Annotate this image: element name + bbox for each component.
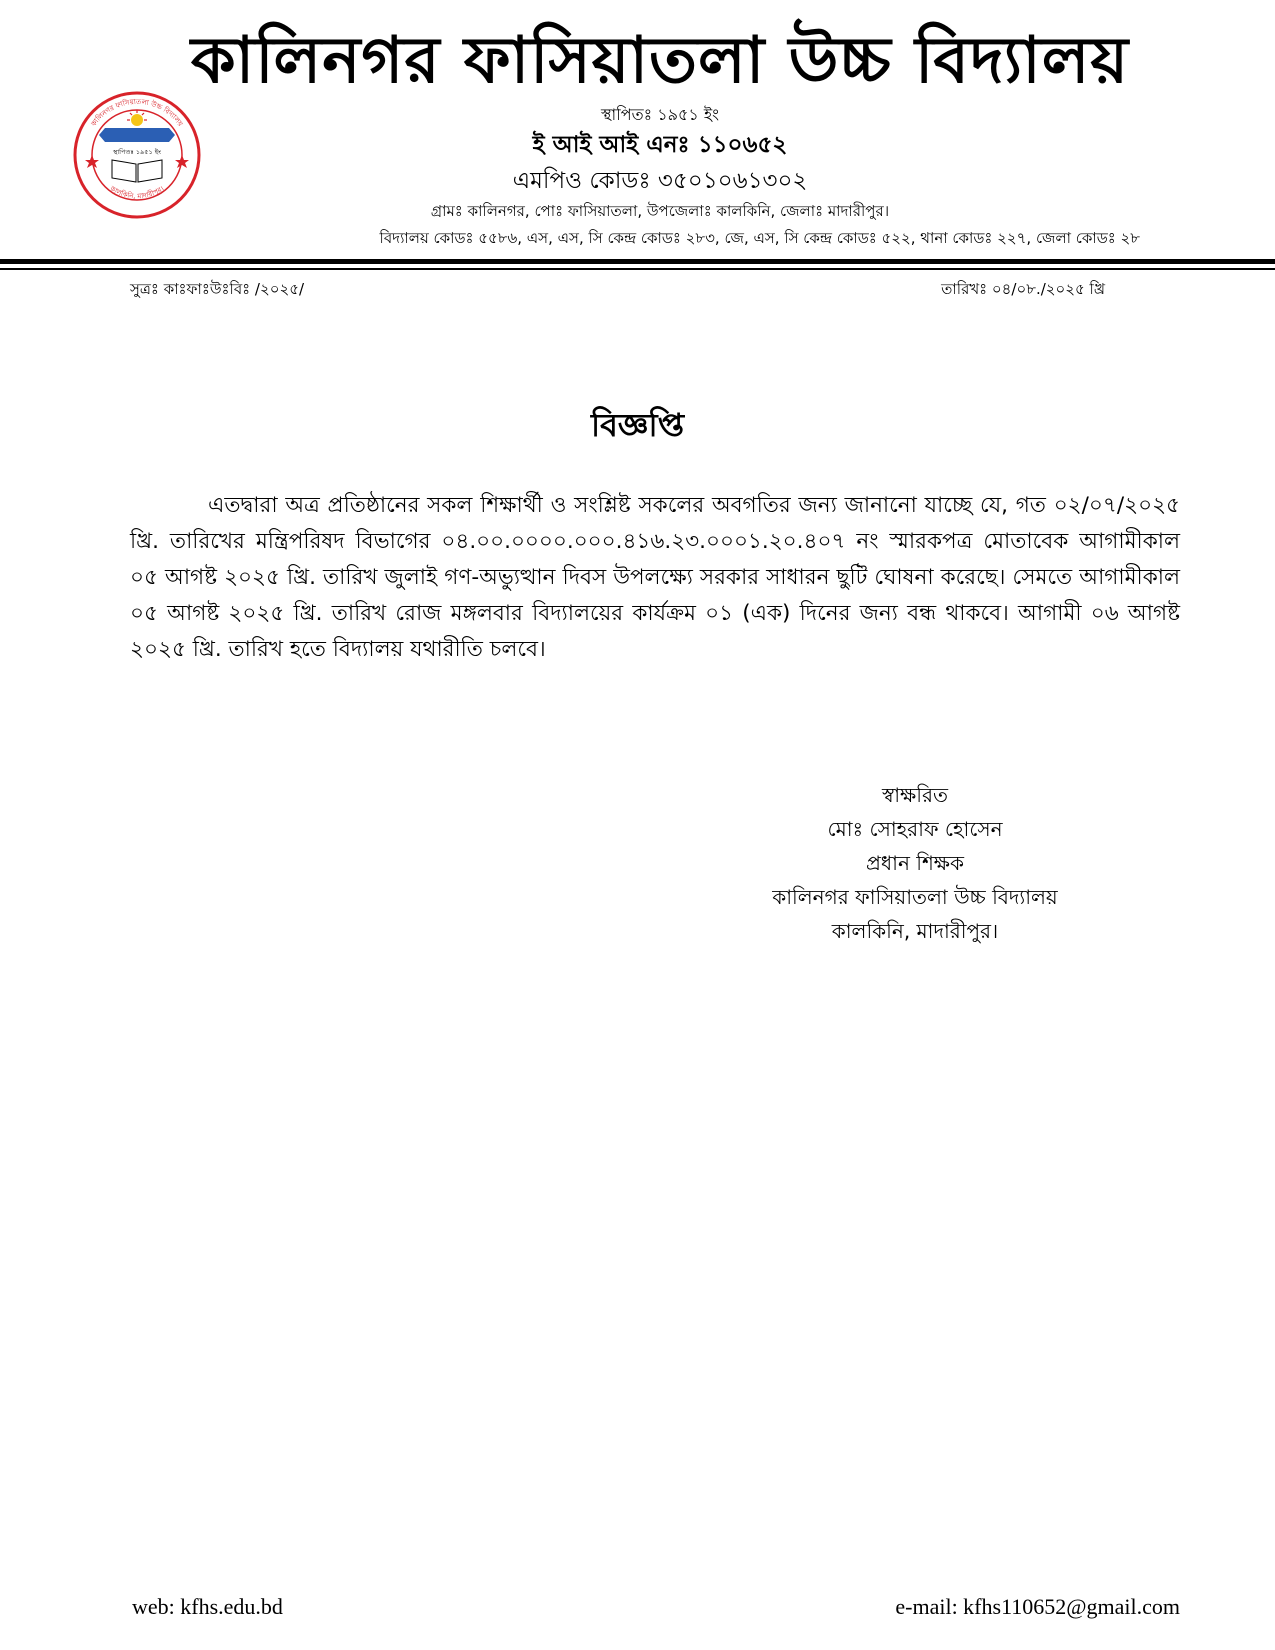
header-divider-thin [0, 268, 1275, 270]
logo-ring-text: কালিনগর ফাসিয়াতলা উচ্চ বিদ্যালয় [89, 97, 185, 128]
signed-label: স্বাক্ষরিত [882, 783, 948, 807]
signatory-designation: প্রধান শিক্ষক [866, 851, 964, 875]
school-address: গ্রামঃ কালিনগর, পোঃ ফাসিয়াতলা, উপজেলাঃ কালকিনি, জেলাঃ মাদারীপুর। [430, 202, 890, 220]
website-link[interactable]: web: kfhs.edu.bd [132, 1594, 283, 1619]
signatory-name: মোঃ সোহরাফ হোসেন [827, 817, 1003, 841]
signatory-institution: কালিনগর ফাসিয়াতলা উচ্চ বিদ্যালয় [772, 885, 1058, 909]
school-name: কালিনগর ফাসিয়াতলা উচ্চ বিদ্যালয় [190, 24, 1130, 98]
signature-block [720, 778, 1110, 948]
eiin-number: ই আই আই এনঃ ১১০৬৫২ [532, 132, 788, 158]
notice-paragraph: এতদ্বারা অত্র প্রতিষ্ঠানের সকল শিক্ষার্থী ও সংশ্লিষ্ট সকলের অবগতির জন্য জানানো যাচ্ছে যে, গত ০২/০৭/২০২৫ খ্রি. তারিখের মন্ত্রিপরিষদ বিভাগের ০৪.০০.০০০০.০০০.৪১৬.২৩.০০০১.২০.৪০৭ নং স্মারকপত্র মোতাবেক আগামীকাল ০৫ আগষ্ট ২০২৫ খ্রি. তারিখ জুলাই গণ-অভ্যুত্থান দিবস উপলক্ষ্যে সরকার সাধারন ছুটি ঘোষনা করেছে। সেমতে আগামীকাল ০৫ আগষ্ট ২০২৫ খ্রি. তারিখ রোজ মঙ্গলবার বিদ্যালয়ের কার্যক্রম ০১ (এক) দিনের জন্য বন্ধ থাকবে। আগামী ০৬ আগষ্ট ২০২৫ খ্রি. তারিখ হতে বিদ্যালয় যথারীতি চলবে। [130, 493, 1180, 662]
established-year: স্থাপিতঃ ১৯৫১ ইং [600, 105, 720, 124]
mpo-code: এমপিও কোডঃ ৩৫০১০৬১৩০২ [512, 168, 808, 194]
email-link[interactable]: e-mail: kfhs110652@gmail.com [895, 1594, 1180, 1619]
institution-codes: বিদ্যালয় কোডঃ ৫৫৮৬, এস, এস, সি কেন্দ্র কোডঃ ২৮৩, জে, এস, সি কেন্দ্র কোডঃ ৫২২, থানা কোডঃ ২২৭, জেলা কোডঃ ২৮ [379, 229, 1140, 247]
notice-date: তারিখঃ ০৪/০৮./২০২৫ খ্রি [941, 280, 1105, 298]
banner-shape [105, 128, 169, 142]
signatory-location: কালকিনি, মাদারীপুর। [831, 919, 999, 943]
header-divider-thick [0, 259, 1275, 264]
reference-number: সুত্রঃ কাঃফাঃউঃবিঃ /২০২৫/ [130, 280, 305, 298]
notice-title: বিজ্ঞপ্তি [590, 406, 685, 444]
logo-bottom-text: কালকিনি, মাদারীপুর। [108, 184, 166, 201]
logo-center-text: স্থাপিতঃ ১৯৫১ ইং [113, 148, 161, 156]
notice-body [130, 488, 1180, 668]
